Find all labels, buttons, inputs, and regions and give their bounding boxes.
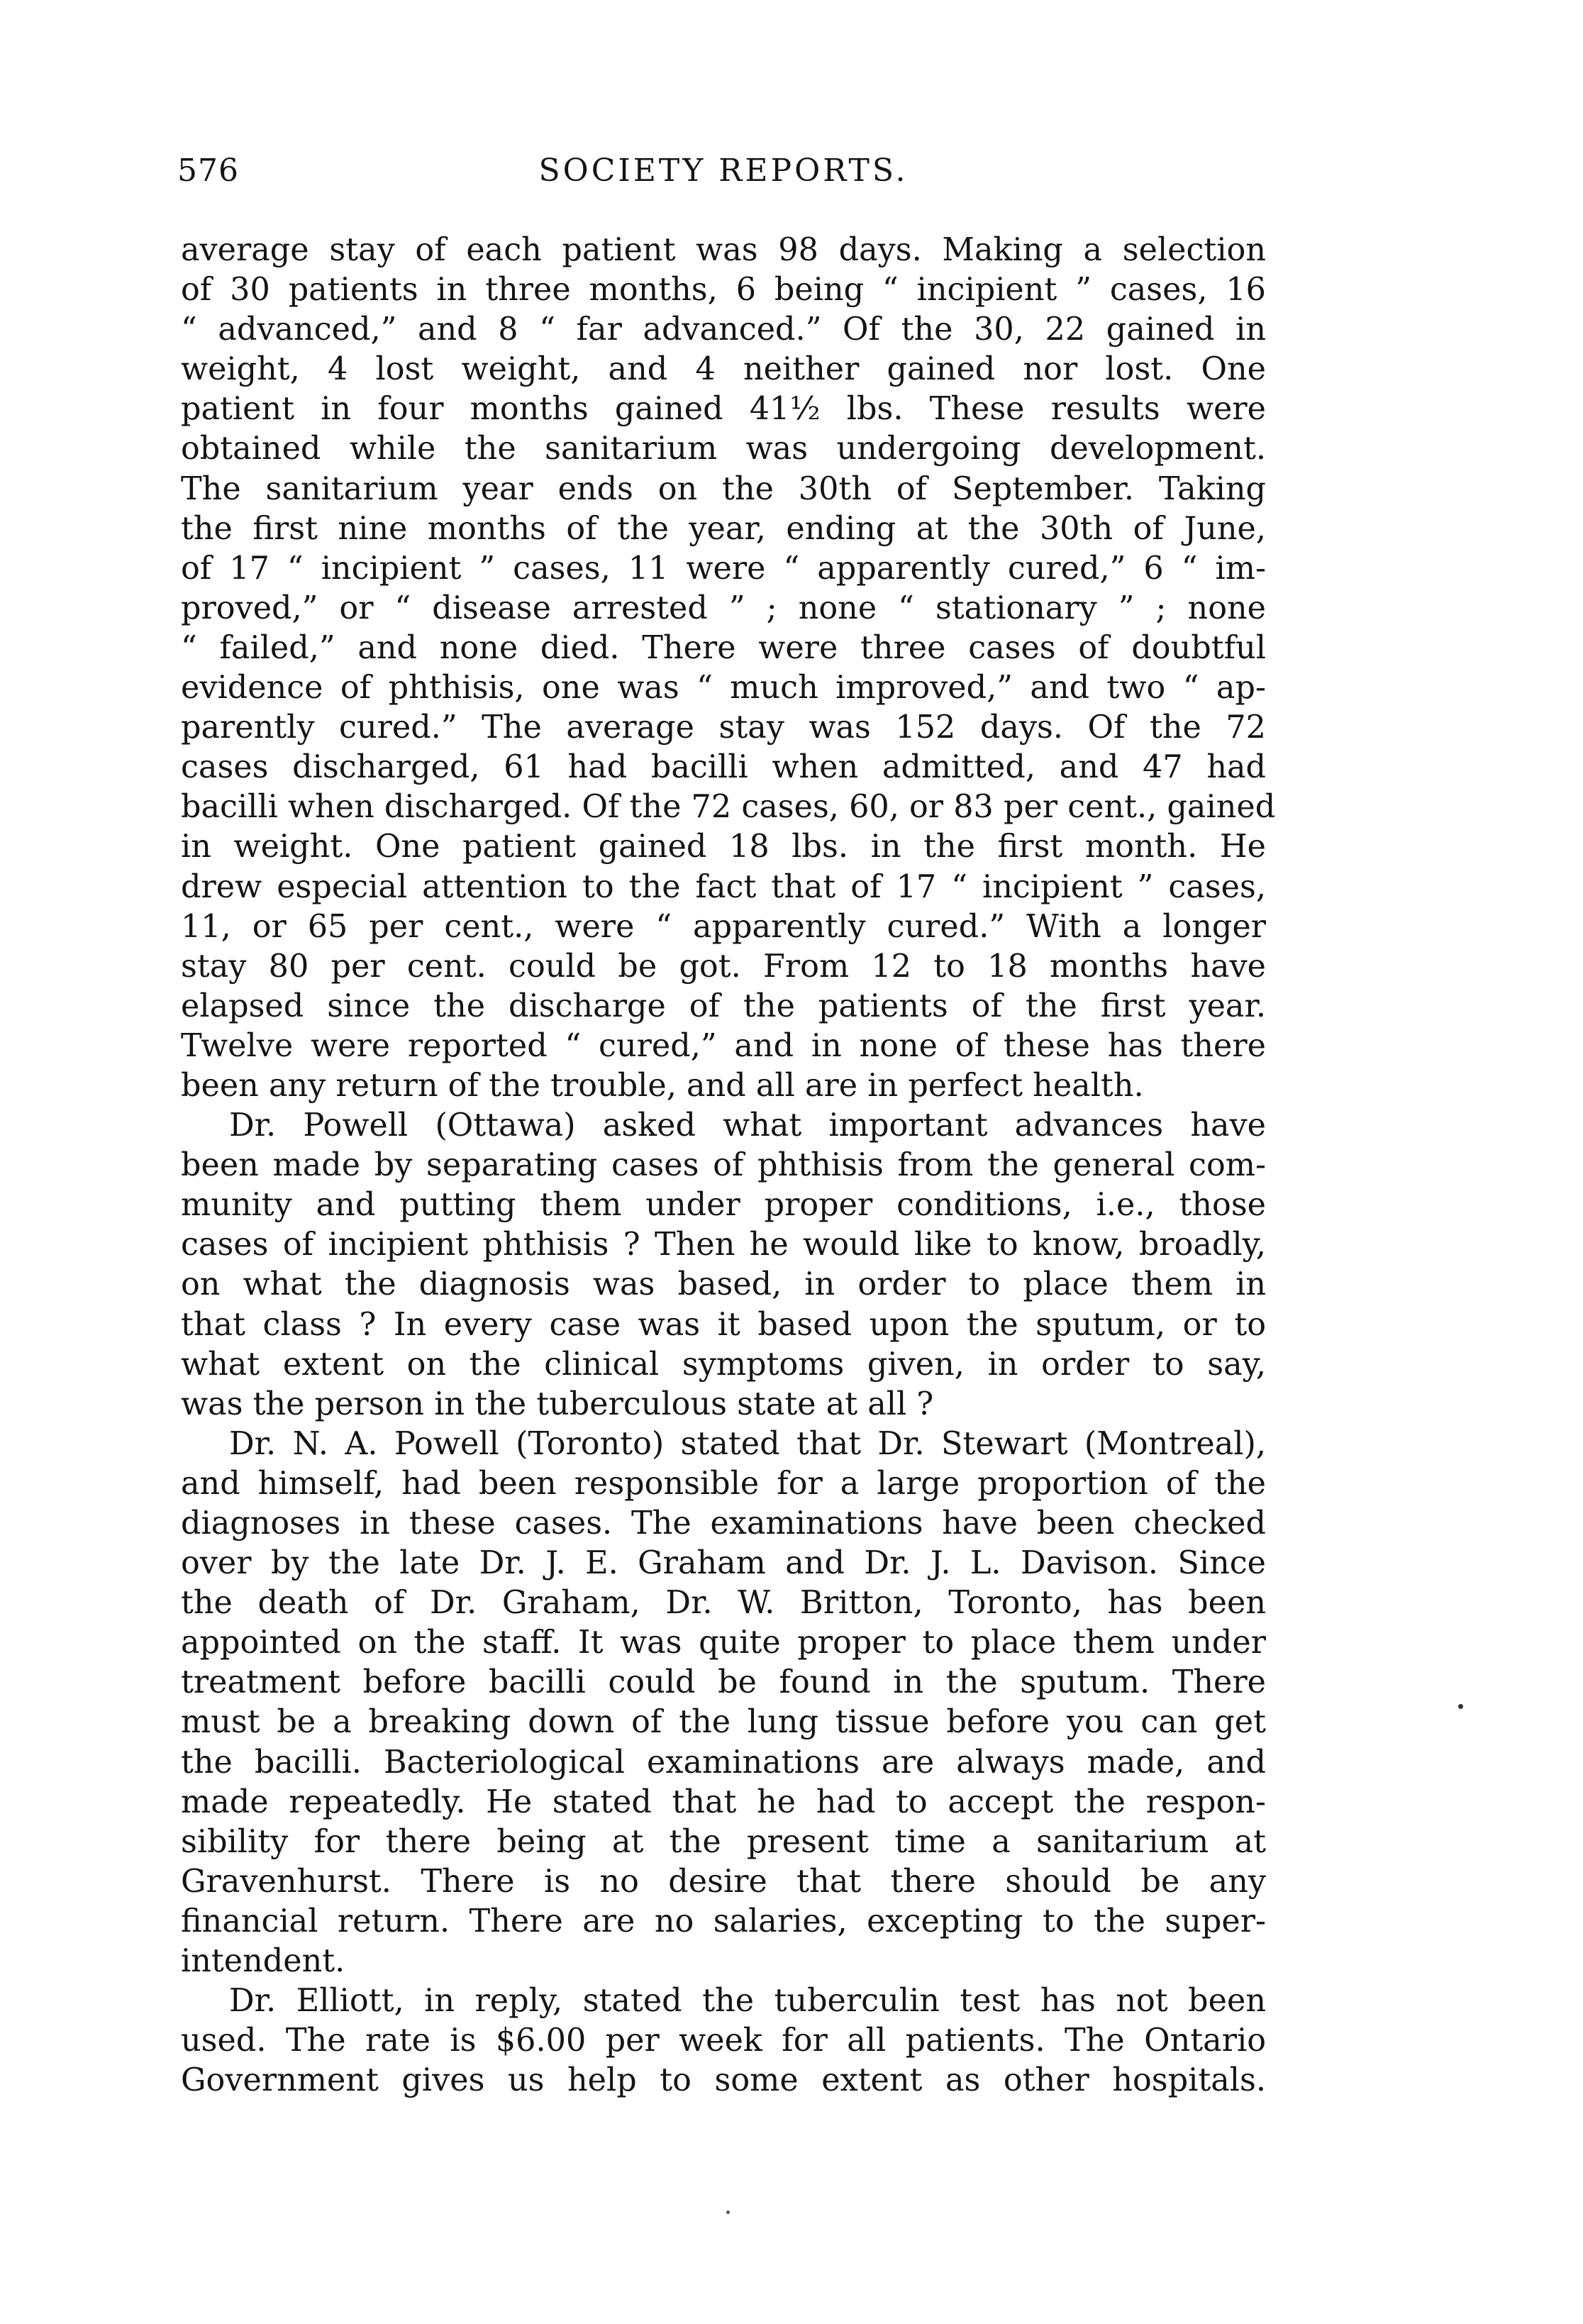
text-line: bacilli when discharged. Of the 72 cases, 60, or 83 per cent., gained [181,789,1276,826]
text-line: financial return. There are no salaries, excepting to the super- [181,1903,1266,1940]
text-line: “ failed,” and none died. There were three cases of doubtful [181,629,1266,666]
body-text [181,231,1276,2101]
text-line: proved,” or “ disease arrested ” ; none “ stationary ” ; none [181,590,1266,626]
text-line: what extent on the clinical symptoms given, in order to say, [181,1346,1266,1383]
text-line: of 30 patients in three months, 6 being “ incipient ” cases, 16 [181,272,1266,309]
running-head [177,153,1270,202]
text-line: 11, or 65 per cent., were “ apparently cured.” With a longer [181,908,1266,945]
text-line: the bacilli. Bacteriological examinations are always made, and [181,1744,1266,1781]
text-line: Dr. Powell (Ottawa) asked what important advances have [229,1107,1266,1144]
text-line: Government gives us help to some extent as other hospitals. [181,2062,1266,2099]
text-line: weight, 4 lost weight, and 4 neither gained nor lost. One [181,351,1266,388]
text-line: of 17 “ incipient ” cases, 11 were “ apparently cured,” 6 “ im- [181,550,1266,587]
text-line: patient in four months gained 41½ lbs. These results were [181,391,1266,428]
text-line: the first nine months of the year, ending at the 30th of June, [181,510,1266,547]
text-line: cases discharged, 61 had bacilli when admitted, and 47 had [181,749,1266,786]
foot-dot [726,2210,730,2214]
text-line: intendent. [181,1943,345,1980]
text-line: been made by separating cases of phthisis from the general com- [181,1147,1266,1184]
text-line: been any return of the trouble, and all are in perfect health. [181,1067,1144,1104]
text-line: in weight. One patient gained 18 lbs. in the first month. He [181,829,1266,865]
text-line: that class ? In every case was it based upon the sputum, or to [181,1306,1266,1343]
text-line: Gravenhurst. There is no desire that there should be any [181,1863,1266,1900]
text-line: average stay of each patient was 98 days. Making a selection [181,232,1266,268]
text-line: appointed on the staff. It was quite proper to place them under [181,1625,1266,1661]
text-line: used. The rate is $6.00 per week for all patients. The Ontario [181,2023,1266,2059]
text-line: must be a breaking down of the lung tissue before you can get [181,1704,1266,1741]
text-line: on what the diagnosis was based, in order to place them in [181,1266,1266,1303]
margin-dot [1458,1704,1463,1709]
text-line: Dr. N. A. Powell (Toronto) stated that Dr. Stewart (Montreal), [229,1425,1266,1462]
page-number: 576 [177,153,239,189]
text-line: cases of incipient phthisis ? Then he would like to know, broadly, [181,1227,1266,1263]
text-line: drew especial attention to the fact that of 17 “ incipient ” cases, [181,868,1266,905]
running-title: SOCIETY REPORTS. [538,153,909,189]
text-line: sibility for there being at the present time a sanitarium at [181,1823,1266,1860]
text-line: “ advanced,” and 8 “ far advanced.” Of the 30, 22 gained in [181,311,1266,348]
text-line: evidence of phthisis, one was “ much improved,” and two “ ap- [181,670,1266,707]
text-line: The sanitarium year ends on the 30th of September. Taking [181,470,1266,507]
text-line: parently cured.” The average stay was 152 days. Of the 72 [181,709,1266,746]
text-line: made repeatedly. He stated that he had to accept the respon- [181,1783,1266,1820]
text-line: diagnoses in these cases. The examinations have been checked [181,1505,1266,1542]
text-line: munity and putting them under proper conditions, i.e., those [181,1187,1266,1224]
text-line: and himself, had been responsible for a large proportion of the [181,1465,1266,1502]
text-line: was the person in the tuberculous state at all ? [181,1385,934,1422]
text-line: over by the late Dr. J. E. Graham and Dr. J. L. Davison. Since [181,1545,1266,1582]
text-line: stay 80 per cent. could be got. From 12 to 18 months have [181,948,1266,985]
text-line: the death of Dr. Graham, Dr. W. Britton, Toronto, has been [181,1585,1266,1622]
text-line: obtained while the sanitarium was undergoing development. [181,431,1266,467]
text-line: Dr. Elliott, in reply, stated the tuberculin test has not been [229,1983,1266,2020]
text-line: Twelve were reported “ cured,” and in none of these has there [181,1027,1266,1064]
text-line: elapsed since the discharge of the patients of the first year. [181,987,1266,1024]
text-line: treatment before bacilli could be found in the sputum. There [181,1664,1266,1701]
